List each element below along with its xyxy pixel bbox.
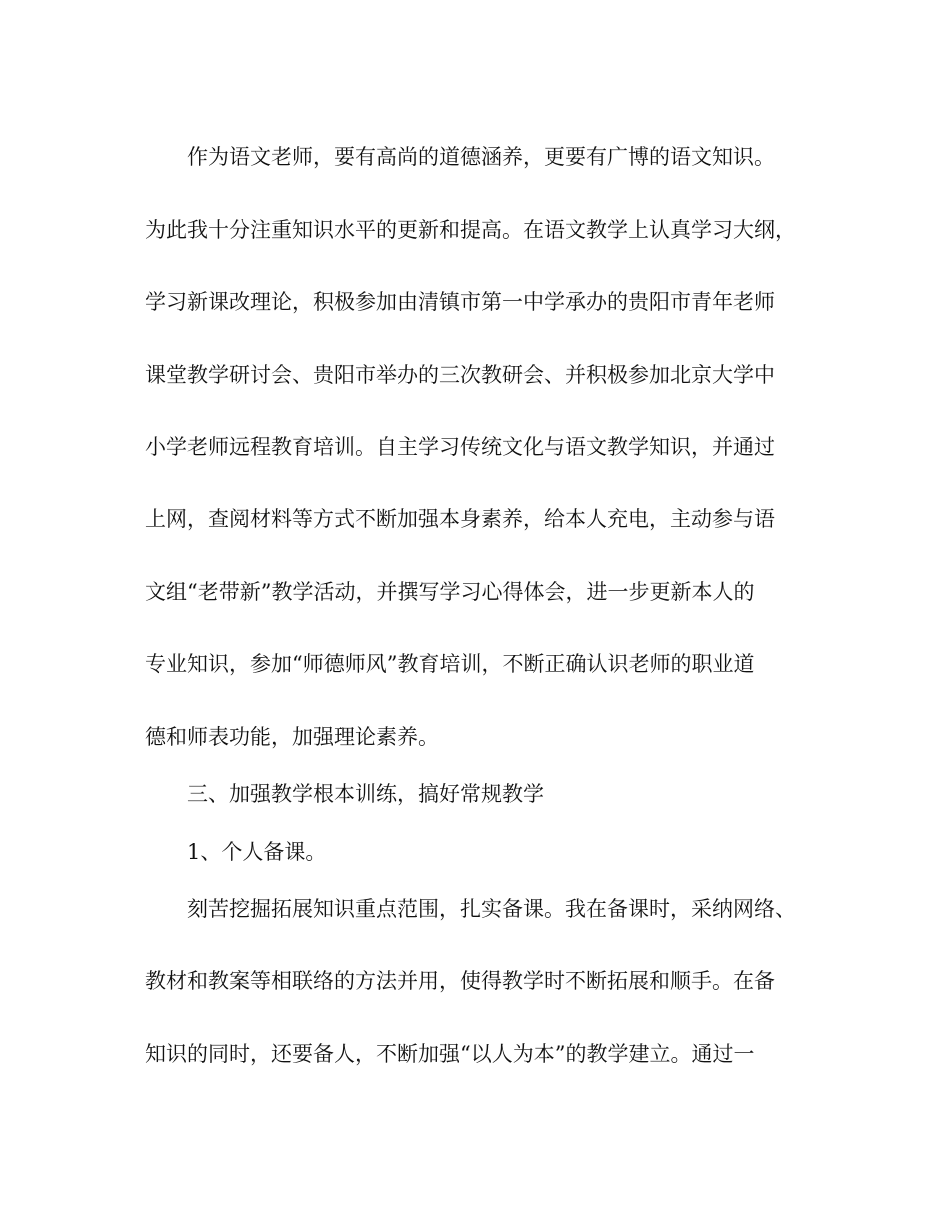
paragraph-line-13: 教材和教案等相联络的方法并用，使得教学时不断拓展和顺手。在备 bbox=[145, 969, 775, 993]
paragraph-line-4: 课堂教学研讨会、贵阳市举办的三次教研会、并积极参加北京大学中 bbox=[145, 363, 775, 387]
paragraph-line-2: 为此我十分注重知识水平的更新和提高。在语文教学上认真学习大纲， bbox=[145, 218, 796, 242]
paragraph-line-12: 刻苦挖掘拓展知识重点范围，扎实备课。我在备课时，采纳网络、 bbox=[187, 897, 796, 921]
paragraph-line-3: 学习新课改理论，积极参加由清镇市第一中学承办的贵阳市青年老师 bbox=[145, 290, 775, 314]
paragraph-line-7: 文组“老带新”教学活动，并撰写学习心得体会，进一步更新本人的 bbox=[145, 580, 755, 604]
paragraph-line-6: 上网，查阅材料等方式不断加强本身素养，给本人充电，主动参与语 bbox=[145, 507, 775, 531]
paragraph-line-9: 德和师表功能，加强理论素养。 bbox=[145, 725, 439, 749]
paragraph-line-5: 小学老师远程教育培训。自主学习传统文化与语文教学知识，并通过 bbox=[145, 435, 775, 459]
subsection-heading: 1、个人备课。 bbox=[187, 840, 327, 864]
paragraph-line-8: 专业知识，参加“师德师风”教育培训，不断正确认识老师的职业道 bbox=[145, 652, 755, 676]
paragraph-line-14: 知识的同时，还要备人，不断加强“以人为本”的教学建立。通过一 bbox=[145, 1042, 755, 1066]
paragraph-line-1: 作为语文老师，要有高尚的道德涵养，更要有广博的语文知识。 bbox=[187, 145, 775, 169]
section-heading: 三、加强教学根本训练，搞好常规教学 bbox=[187, 782, 544, 806]
